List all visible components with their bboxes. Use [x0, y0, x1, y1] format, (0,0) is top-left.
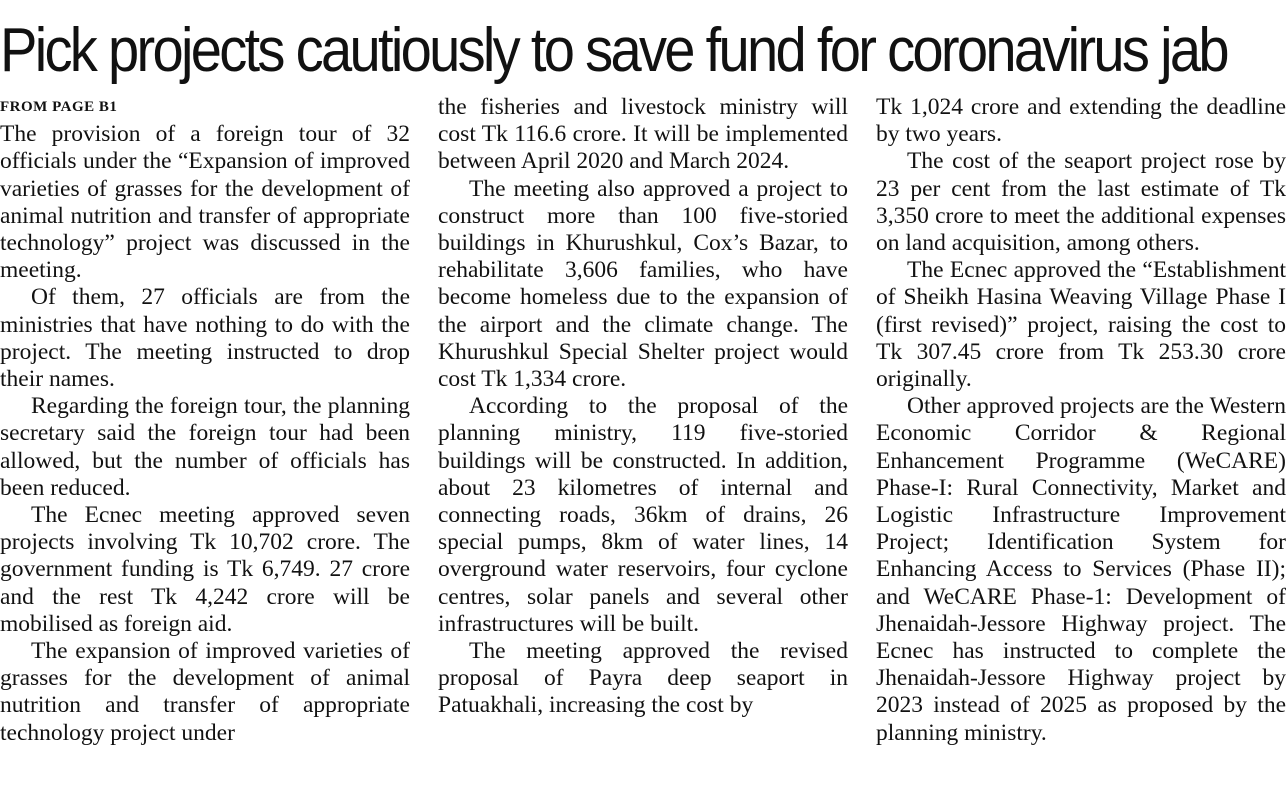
- paragraph: Tk 1,024 crore and extending the deadline by two years.: [876, 94, 1286, 148]
- paragraph: The meeting also approved a project to construct more than 100 five-storied buildings in Khurushkul, Cox’s Bazar, to rehabilitate 3,606 families, who have become homeless due to the expansion of the airport and the climate change. The Khurushkul Special Shelter project would cost Tk 1,334 crore.: [438, 175, 848, 393]
- paragraph: The expansion of improved varieties of grasses for the development of animal nutrition and transfer of appropriate technology project under: [0, 638, 410, 746]
- article-column-2: [438, 94, 848, 720]
- paragraph: the fisheries and livestock ministry will cost Tk 116.6 crore. It will be implemented between April 2020 and March 2024.: [438, 94, 848, 175]
- article-headline: Pick projects cautiously to save fund for coronavirus jab: [0, 16, 1227, 85]
- paragraph: The Ecnec meeting approved seven projects involving Tk 10,702 crore. The government funding is Tk 6,749. 27 crore and the rest Tk 4,242 crore will be mobilised as foreign aid.: [0, 502, 410, 637]
- paragraph: According to the proposal of the planning ministry, 119 five-storied buildings will be constructed. In addition, about 23 kilometres of internal and connecting roads, 36km of drains, 26 special pumps, 8km of water lines, 14 overground water reservoirs, four cyclone centres, solar panels and several other infrastructures will be built.: [438, 393, 848, 637]
- article-column-1: [0, 94, 410, 747]
- paragraph: The meeting approved the revised proposal of Payra deep seaport in Patuakhali, increasing the cost by: [438, 638, 848, 719]
- paragraph: The provision of a foreign tour of 32 officials under the “Expansion of improved varieties of grasses for the development of animal nutrition and transfer of appropriate technology” project was discussed in the meeting.: [0, 121, 410, 284]
- paragraph: The Ecnec approved the “Establishment of Sheikh Hasina Weaving Village Phase I (first revised)” project, raising the cost to Tk 307.45 crore from Tk 253.30 crore originally.: [876, 257, 1286, 393]
- paragraph: The cost of the seaport project rose by 23 per cent from the last estimate of Tk 3,350 crore to meet the additional expenses on land acquisition, among others.: [876, 148, 1286, 257]
- paragraph: Regarding the foreign tour, the planning secretary said the foreign tour had been allowed, but the number of officials has been reduced.: [0, 393, 410, 501]
- article-column-3: [876, 94, 1286, 747]
- paragraph: Of them, 27 officials are from the ministries that have nothing to do with the project. The meeting instructed to drop their names.: [0, 284, 410, 393]
- continued-from-label: FROM PAGE B1: [0, 99, 118, 115]
- paragraph: Other approved projects are the Western Economic Corridor & Regional Enhancement Programme (WeCARE) Phase-I: Rural Connectivity, Market and Logistic Infrastructure Improvement Project; Identification System for Enhancing Access to Services (Phase II); and WeCARE Phase-1: Development of Jhenaidah-Jessore Highway project. The Ecnec has instructed to complete the Jhenaidah-Jessore Highway project by 2023 instead of 2025 as proposed by the planning ministry.: [876, 393, 1286, 746]
